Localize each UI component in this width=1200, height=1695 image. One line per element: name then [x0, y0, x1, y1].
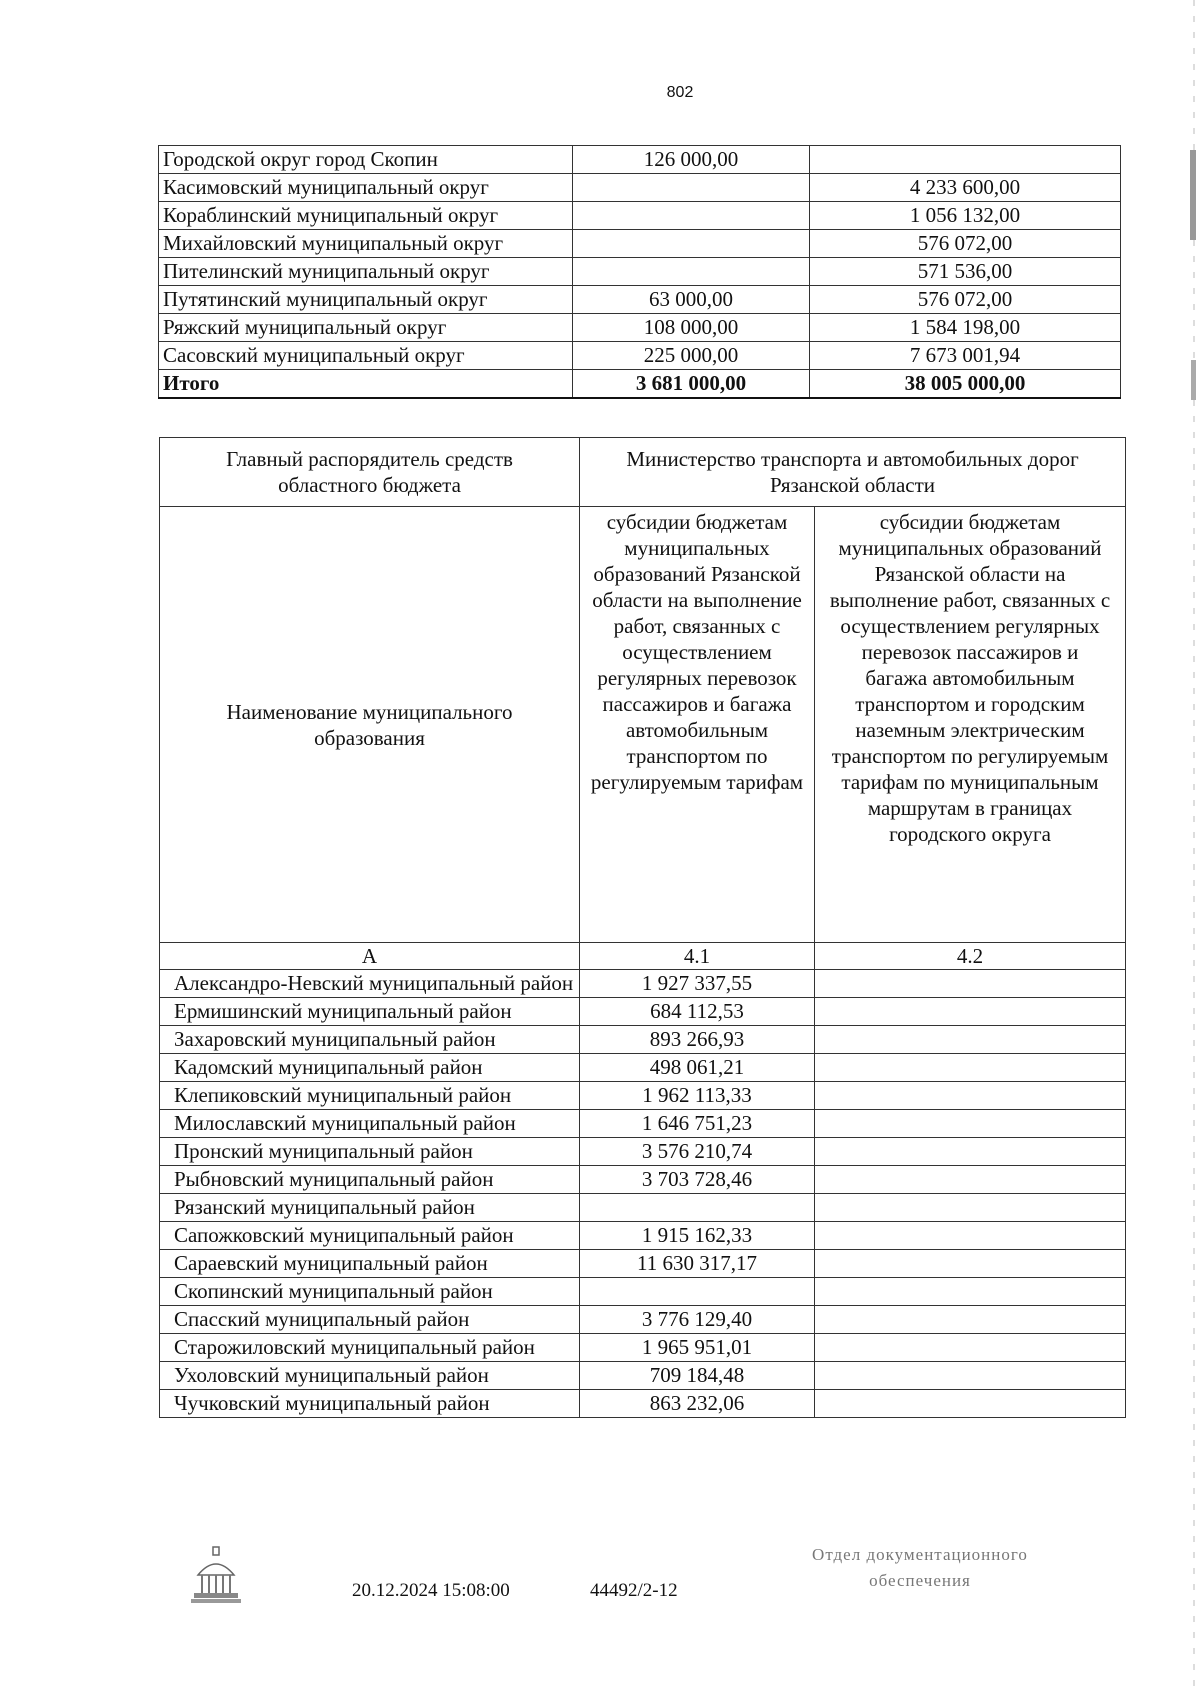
table-row — [159, 146, 1121, 174]
row-value-1: 63 000,00 — [573, 286, 810, 314]
column-name-label: Наименование муниципального образования — [160, 507, 580, 943]
table-row — [159, 314, 1121, 342]
duma-emblem-icon — [188, 1545, 244, 1605]
table-row — [159, 286, 1121, 314]
row-value-1: 1 965 951,01 — [580, 1334, 815, 1362]
row-value-1 — [580, 1278, 815, 1306]
total-value-2: 38 005 000,00 — [810, 370, 1121, 399]
column2-description: субсидии бюджетам муниципальных образований Рязанской области на выполнение работ, связанных с осуществлением регулярных перевозок пассажиров и багажа автомобильным транспортом и городским наземным электрическим транспортом по регулируемым тарифам по муниципальным маршрутам в границах городского округа — [815, 507, 1126, 943]
row-value-2 — [815, 1250, 1126, 1278]
row-value-2 — [810, 146, 1121, 174]
row-name: Путятинский муниципальный округ — [159, 286, 573, 314]
code-row — [160, 943, 1126, 970]
total-row — [159, 370, 1121, 399]
row-name: Скопинский муниципальный район — [160, 1278, 580, 1306]
scan-edge-decoration — [1184, 0, 1198, 1695]
row-value-2 — [815, 998, 1126, 1026]
row-name: Городской округ город Скопин — [159, 146, 573, 174]
row-name: Кадомский муниципальный район — [160, 1054, 580, 1082]
allocation-table-part1 — [158, 145, 1121, 399]
row-value-2 — [815, 1390, 1126, 1418]
table-row — [159, 230, 1121, 258]
table-row — [160, 1054, 1126, 1082]
row-value-2 — [815, 1054, 1126, 1082]
row-name: Рыбновский муниципальный район — [160, 1166, 580, 1194]
footer-datetime: 20.12.2024 15:08:00 — [352, 1580, 510, 1601]
table-row — [159, 258, 1121, 286]
row-name: Сапожковский муниципальный район — [160, 1222, 580, 1250]
code-4-2: 4.2 — [815, 943, 1126, 970]
row-value-1: 498 061,21 — [580, 1054, 815, 1082]
row-value-2: 571 536,00 — [810, 258, 1121, 286]
row-value-1: 1 962 113,33 — [580, 1082, 815, 1110]
row-value-1: 3 576 210,74 — [580, 1138, 815, 1166]
row-value-2 — [815, 1362, 1126, 1390]
table-row — [160, 1362, 1126, 1390]
total-value-1: 3 681 000,00 — [573, 370, 810, 399]
row-value-2: 576 072,00 — [810, 230, 1121, 258]
footer-doc-number: 44492/2-12 — [590, 1580, 678, 1601]
row-value-1 — [573, 202, 810, 230]
row-value-2 — [815, 1194, 1126, 1222]
row-value-2: 1 584 198,00 — [810, 314, 1121, 342]
table-row — [160, 1194, 1126, 1222]
table-row — [160, 1166, 1126, 1194]
row-name: Клепиковский муниципальный район — [160, 1082, 580, 1110]
stamp-line-2: обеспечения — [869, 1571, 971, 1590]
header-budget-manager: Главный распорядитель средств областного бюджета — [160, 438, 580, 507]
row-name: Ермишинский муниципальный район — [160, 998, 580, 1026]
total-label: Итого — [159, 370, 573, 399]
row-name: Пителинский муниципальный округ — [159, 258, 573, 286]
row-value-1: 684 112,53 — [580, 998, 815, 1026]
table-row — [160, 970, 1126, 998]
table-row — [159, 202, 1121, 230]
row-name: Рязанский муниципальный район — [160, 1194, 580, 1222]
row-value-2 — [815, 1138, 1126, 1166]
row-value-2: 7 673 001,94 — [810, 342, 1121, 370]
row-name: Пронский муниципальный район — [160, 1138, 580, 1166]
row-value-2: 1 056 132,00 — [810, 202, 1121, 230]
row-value-1 — [573, 258, 810, 286]
table-row — [160, 1138, 1126, 1166]
row-name: Сасовский муниципальный округ — [159, 342, 573, 370]
row-value-1: 108 000,00 — [573, 314, 810, 342]
row-name: Михайловский муниципальный округ — [159, 230, 573, 258]
row-value-2 — [815, 1026, 1126, 1054]
row-value-1: 126 000,00 — [573, 146, 810, 174]
row-value-1: 893 266,93 — [580, 1026, 815, 1054]
table-row — [160, 1110, 1126, 1138]
code-4-1: 4.1 — [580, 943, 815, 970]
table-row — [160, 1250, 1126, 1278]
row-name: Сараевский муниципальный район — [160, 1250, 580, 1278]
row-value-1: 225 000,00 — [573, 342, 810, 370]
row-value-1: 709 184,48 — [580, 1362, 815, 1390]
description-row — [160, 507, 1126, 943]
row-value-1: 11 630 317,17 — [580, 1250, 815, 1278]
header-row — [160, 438, 1126, 507]
row-value-2 — [815, 1222, 1126, 1250]
row-value-1: 3 703 728,46 — [580, 1166, 815, 1194]
row-value-2 — [815, 1166, 1126, 1194]
row-value-1 — [573, 230, 810, 258]
row-value-2: 4 233 600,00 — [810, 174, 1121, 202]
row-value-2 — [815, 1110, 1126, 1138]
row-value-2 — [815, 1082, 1126, 1110]
row-name: Александро-Невский муниципальный район — [160, 970, 580, 998]
allocation-table-part2 — [159, 437, 1126, 1418]
table-row — [160, 1026, 1126, 1054]
row-value-1: 3 776 129,40 — [580, 1306, 815, 1334]
table-row — [159, 342, 1121, 370]
row-value-1 — [573, 174, 810, 202]
row-name: Спасский муниципальный район — [160, 1306, 580, 1334]
row-name: Касимовский муниципальный округ — [159, 174, 573, 202]
table-row — [160, 1278, 1126, 1306]
column1-description: субсидии бюджетам муниципальных образований Рязанской области на выполнение работ, связанных с осуществлением регулярных перевозок пассажиров и багажа автомобильным транспортом по регулируемым тарифам — [580, 507, 815, 943]
department-stamp — [770, 1542, 1070, 1594]
table-row — [160, 998, 1126, 1026]
table-row — [159, 174, 1121, 202]
row-name: Кораблинский муниципальный округ — [159, 202, 573, 230]
row-name: Милославский муниципальный район — [160, 1110, 580, 1138]
row-value-1: 863 232,06 — [580, 1390, 815, 1418]
table-row — [160, 1082, 1126, 1110]
row-value-1: 1 915 162,33 — [580, 1222, 815, 1250]
stamp-line-1: Отдел документационного — [812, 1545, 1028, 1564]
row-value-1: 1 646 751,23 — [580, 1110, 815, 1138]
row-name: Чучковский муниципальный район — [160, 1390, 580, 1418]
row-name: Ряжский муниципальный округ — [159, 314, 573, 342]
row-value-2 — [815, 1278, 1126, 1306]
row-value-2: 576 072,00 — [810, 286, 1121, 314]
code-a: А — [160, 943, 580, 970]
row-name: Старожиловский муниципальный район — [160, 1334, 580, 1362]
header-ministry: Министерство транспорта и автомобильных дорог Рязанской области — [580, 438, 1126, 507]
table-row — [160, 1222, 1126, 1250]
row-name: Ухоловский муниципальный район — [160, 1362, 580, 1390]
page-number: 802 — [666, 84, 694, 101]
row-value-2 — [815, 1334, 1126, 1362]
row-value-2 — [815, 970, 1126, 998]
table-row — [160, 1334, 1126, 1362]
table-row — [160, 1390, 1126, 1418]
row-value-1 — [580, 1194, 815, 1222]
row-value-2 — [815, 1306, 1126, 1334]
table-row — [160, 1306, 1126, 1334]
row-value-1: 1 927 337,55 — [580, 970, 815, 998]
row-name: Захаровский муниципальный район — [160, 1026, 580, 1054]
